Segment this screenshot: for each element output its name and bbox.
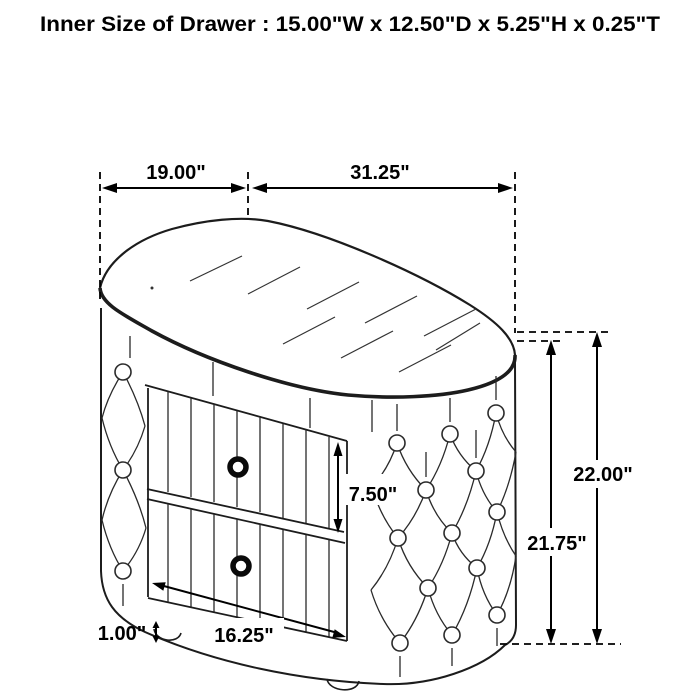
- table-top: [100, 219, 515, 397]
- dim-label-top-width-left: 19.00": [146, 162, 206, 184]
- drawer-height-dimension-7-50: [334, 442, 343, 533]
- tuft-button: [389, 435, 405, 451]
- tuft-button: [489, 607, 505, 623]
- tuft-button: [444, 627, 460, 643]
- dim-label-leg-height: 1.00": [97, 623, 147, 645]
- tuft-button: [418, 482, 434, 498]
- tuft-button: [420, 580, 436, 596]
- tuft-button: [489, 504, 505, 520]
- height-dimension-21-75: [517, 340, 563, 644]
- top-width-dimension-19: [100, 172, 248, 300]
- tuft-button: [468, 463, 484, 479]
- left-tufted-panel: [102, 336, 310, 606]
- dim-label-total-height: 22.00": [573, 464, 633, 486]
- drawer-knob-upper: [230, 459, 247, 475]
- drawer-recess: [145, 385, 347, 641]
- tuft-button: [115, 563, 131, 579]
- diagram-title: Inner Size of Drawer : 15.00"W x 12.50"D x 5.25"H x 0.25"T: [40, 12, 660, 36]
- tuft-button: [392, 635, 408, 651]
- drawer-knob-lower: [233, 558, 250, 574]
- tuft-button: [469, 560, 485, 576]
- tuft-button: [444, 525, 460, 541]
- glass-reflection-lines: [190, 256, 480, 372]
- leg-height-dimension-1-00: [153, 621, 160, 643]
- right-tufted-panel: [371, 376, 516, 677]
- dim-label-drawer-front-width: 16.25": [214, 625, 274, 647]
- tuft-button: [115, 364, 131, 380]
- dim-label-body-height: 21.75": [527, 533, 587, 555]
- glass-speck: [151, 287, 154, 290]
- tuft-button: [115, 462, 131, 478]
- tuft-button: [390, 530, 406, 546]
- nightstand-drawing: [97, 219, 516, 690]
- tuft-button: [488, 405, 504, 421]
- dim-label-top-width-right: 31.25": [350, 162, 410, 184]
- tuft-button: [442, 426, 458, 442]
- dim-label-drawer-front-height: 7.50": [348, 484, 398, 506]
